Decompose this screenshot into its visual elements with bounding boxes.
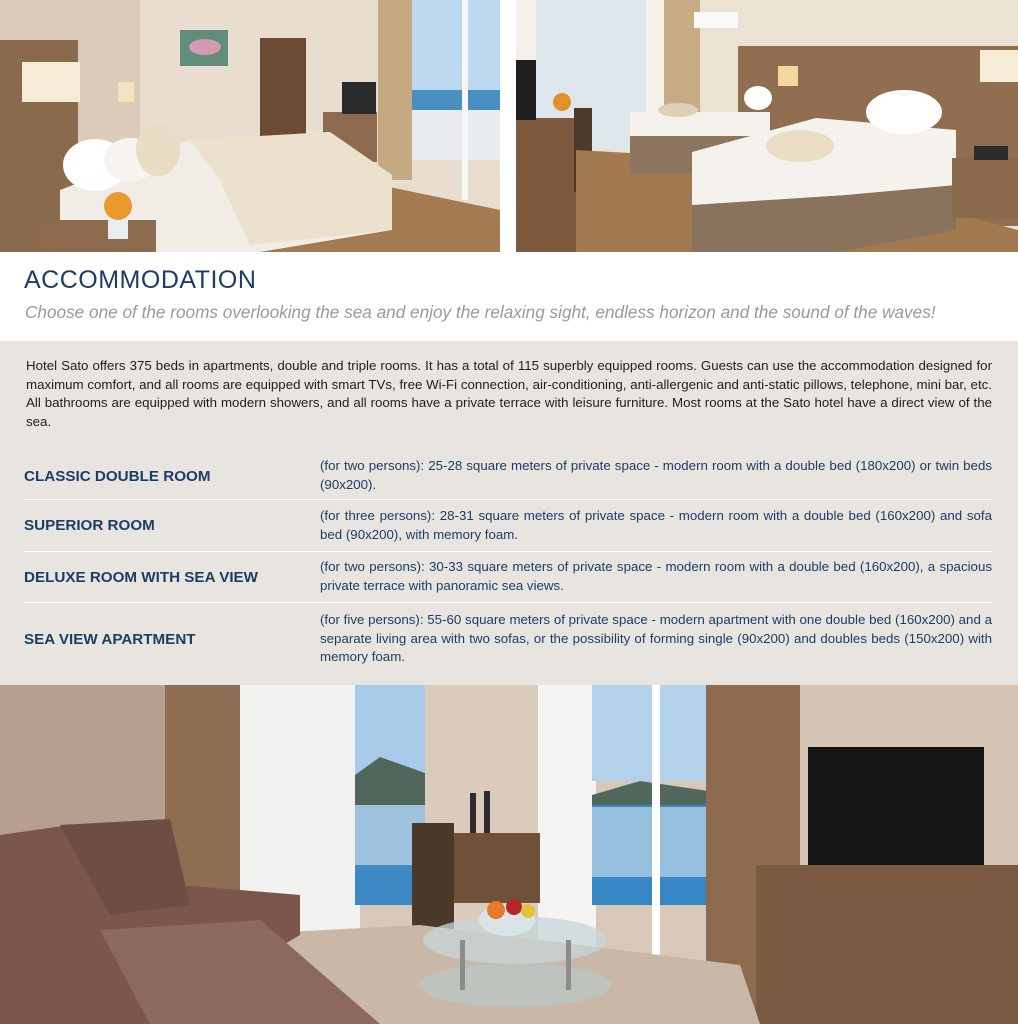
room-sea-view-apartment: [24, 603, 992, 675]
room-type-list: [24, 453, 992, 675]
room-classic-double: [24, 453, 992, 500]
room-description: (for five persons): 55-60 square meters of private space - modern apartment with one double bed (160x200) and a separate living area with two sofas, or the possibility of forming single (90x200) and doubles beds (150x200) with memory foam.: [320, 612, 992, 665]
room-description: (for two persons): 30-33 square meters of private space - modern room with a double bed (160x200), a spacious private terrace with panoramic sea views.: [320, 559, 992, 593]
section-title: ACCOMMODATION: [24, 266, 257, 294]
room-name: SUPERIOR ROOM: [24, 517, 155, 534]
room-description: (for two persons): 25-28 square meters of private space - modern room with a double bed (180x200) or twin beds (90x200).: [320, 458, 992, 492]
accommodation-info-panel: [0, 341, 1018, 685]
apartment-living-room-photo: [0, 685, 1018, 1024]
room-name: DELUXE ROOM WITH SEA VIEW: [24, 568, 259, 586]
room-superior: [24, 500, 992, 552]
intro-paragraph: Hotel Sato offers 375 beds in apartments, double and triple rooms. It has a total of 115 superbly equipped rooms. Guests can use the accommodation designed for maximum comfort, and all rooms are equipped with smart TVs, free Wi-Fi connection, air-conditioning, anti-allergenic and anti-static pillows, telephone, mini bar, etc. All bathrooms are equipped with modern showers, and all rooms have a private terrace with leisure furniture. Most rooms at the Sato hotel have a direct view of the sea.: [26, 358, 992, 429]
room-name: SEA VIEW APARTMENT: [24, 630, 196, 648]
section-tagline: Choose one of the rooms overlooking the sea and enjoy the relaxing sight, endless horizon and the sound of the waves!: [25, 302, 936, 322]
double-room-photo: [0, 0, 500, 252]
room-description: (for three persons): 28-31 square meters of private space - modern room with a double bed (160x200) and sofa bed (90x200), with memory foam.: [320, 507, 992, 542]
room-name: CLASSIC DOUBLE ROOM: [24, 467, 211, 485]
twin-room-photo: [516, 0, 1018, 252]
room-deluxe-sea-view: [24, 552, 992, 603]
